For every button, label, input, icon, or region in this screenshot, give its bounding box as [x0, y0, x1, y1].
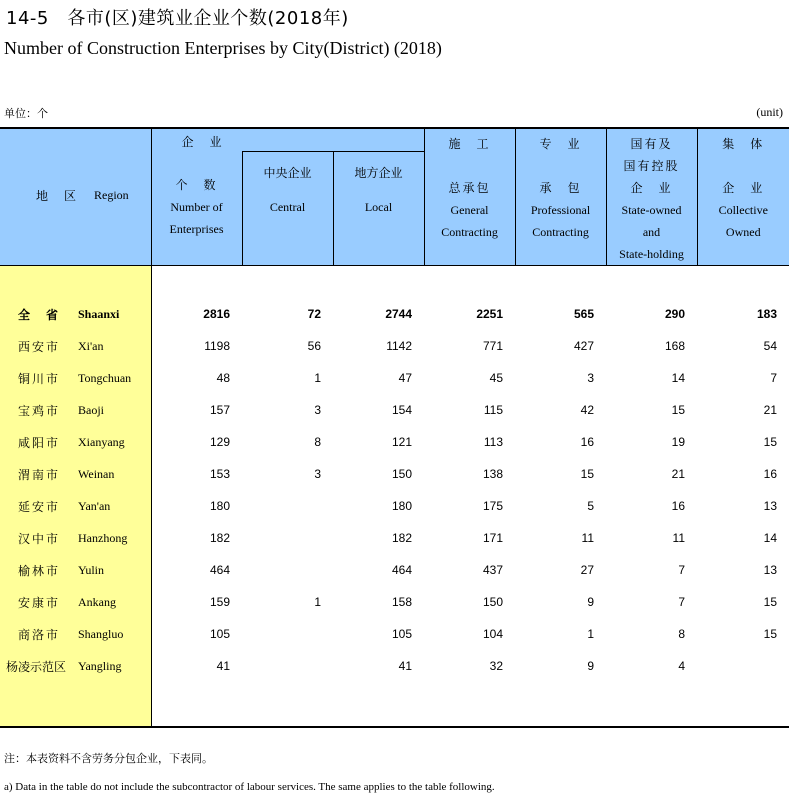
prof-top-zh: 专 业 — [539, 137, 582, 151]
collective-header — [697, 128, 789, 266]
cell-coll: 13 — [763, 499, 778, 513]
cell-central — [242, 650, 333, 682]
table-row — [0, 618, 789, 650]
state-zh3: 企 业 — [630, 181, 673, 195]
region-cell — [0, 458, 151, 490]
cell-coll: 13 — [763, 563, 778, 577]
general-en2: Contracting — [441, 225, 498, 239]
cell-general: 115 — [483, 403, 504, 417]
cell-total: 157 — [209, 403, 230, 417]
cell-local: 2744 — [385, 307, 413, 321]
cell-total: 182 — [209, 531, 230, 545]
table-row — [0, 426, 789, 458]
cell-prof: 11 — [581, 531, 595, 545]
enterprise-table — [0, 127, 789, 728]
cell-total: 464 — [209, 563, 230, 577]
region-name-en: Xianyang — [78, 434, 125, 449]
cell-total: 129 — [209, 435, 230, 449]
cell-prof: 5 — [587, 499, 595, 513]
region-cell — [0, 330, 151, 362]
region-cell — [0, 586, 151, 618]
cell-coll — [697, 650, 789, 682]
region-name-zh: 西安市 — [18, 339, 61, 354]
cell-local: 1142 — [386, 339, 413, 353]
prof-header — [515, 128, 606, 266]
cell-local: 464 — [391, 563, 413, 577]
cell-total: 180 — [209, 499, 230, 513]
cell-coll: 14 — [763, 531, 778, 545]
region-name-zh: 全 省 — [18, 307, 61, 322]
cell-general: 771 — [482, 339, 504, 353]
region-name-zh: 安康市 — [18, 595, 61, 610]
cell-coll: 15 — [763, 435, 778, 449]
note-en: a) Data in the table do not include the subcontractor of labour services. The same applies to the table following. — [4, 781, 495, 793]
region-name-en: Shangluo — [78, 626, 124, 641]
table-bottom-rule — [0, 682, 789, 727]
cell-total: 2816 — [203, 307, 230, 321]
region-cell — [0, 522, 151, 554]
coll-en2: Owned — [725, 225, 761, 239]
cell-prof: 9 — [587, 595, 595, 609]
cell-total: 1198 — [204, 339, 230, 353]
region-cell — [0, 490, 151, 522]
cell-state: 8 — [678, 627, 686, 641]
cell-general: 113 — [483, 435, 504, 449]
cell-central: 1 — [314, 371, 321, 385]
region-name-en: Yulin — [78, 562, 105, 577]
count-en2: Enterprises — [169, 221, 224, 236]
general-en1: General — [450, 203, 489, 217]
cell-total: 41 — [216, 659, 230, 673]
cell-prof: 427 — [573, 339, 595, 353]
cell-local: 121 — [391, 435, 413, 449]
local-header — [333, 152, 424, 266]
cell-local: 150 — [391, 467, 413, 481]
cell-coll: 7 — [770, 371, 778, 385]
region-header-zh: 地 区 — [35, 188, 78, 203]
region-name-en: Hanzhong — [78, 530, 128, 545]
central-zh: 中央企业 — [263, 166, 312, 180]
region-name-en: Xi'an — [78, 338, 104, 353]
cell-prof: 565 — [573, 307, 595, 321]
cell-state: 21 — [671, 467, 686, 481]
region-name-zh: 宝鸡市 — [18, 403, 61, 418]
region-cell — [0, 362, 151, 394]
region-name-en: Shaanxi — [78, 306, 120, 321]
state-header — [606, 128, 697, 266]
cell-coll: 15 — [763, 595, 778, 609]
region-name-en: Tongchuan — [78, 370, 132, 385]
state-zh2: 国有控股 — [623, 159, 680, 173]
table-row — [0, 586, 789, 618]
region-name-en: Weinan — [78, 466, 115, 481]
cell-local: 105 — [391, 627, 413, 641]
count-en1: Number of — [170, 199, 223, 214]
cell-central: 3 — [314, 403, 321, 417]
table-row — [0, 330, 789, 362]
region-name-zh: 商洛市 — [18, 627, 61, 642]
cell-total: 159 — [209, 595, 230, 609]
table-row — [0, 522, 789, 554]
count-zh: 个 数 — [175, 177, 218, 192]
cell-coll: 183 — [756, 307, 778, 321]
cell-local: 182 — [391, 531, 413, 545]
state-en2: and — [642, 225, 661, 239]
cell-state: 168 — [664, 339, 686, 353]
cell-general: 104 — [482, 627, 504, 641]
table-row — [0, 650, 789, 682]
count-header — [151, 152, 242, 266]
general-top-zh: 施 工 — [448, 137, 491, 151]
region-name-zh: 汉中市 — [18, 531, 61, 546]
cell-local: 180 — [391, 499, 413, 513]
state-en3: State-holding — [619, 247, 684, 261]
cell-coll: 15 — [763, 627, 778, 641]
region-name-en: Yan'an — [78, 498, 111, 513]
cell-total: 105 — [209, 627, 230, 641]
cell-general: 2251 — [476, 307, 504, 321]
region-name-zh: 铜川市 — [18, 371, 61, 386]
enterprise-group-zh: 企 业 — [181, 135, 224, 149]
central-header — [242, 152, 333, 266]
cell-state: 7 — [678, 595, 686, 609]
coll-zh1: 集 体 — [722, 137, 765, 151]
cell-coll: 16 — [763, 467, 778, 481]
cell-central: 56 — [307, 339, 321, 353]
note-zh: 注：本表资料不含劳务分包企业，下表同。 — [4, 752, 213, 765]
cell-central — [242, 522, 333, 554]
cell-state: 14 — [671, 371, 686, 385]
enterprise-group-header — [151, 128, 424, 152]
cell-total: 153 — [209, 467, 230, 481]
cell-central: 8 — [314, 435, 321, 449]
central-en: Central — [269, 200, 306, 214]
cell-prof: 3 — [587, 371, 595, 385]
region-name-zh: 杨凌示范区 — [6, 659, 67, 674]
prof-en1: Professional — [530, 203, 591, 217]
cell-state: 19 — [671, 435, 686, 449]
cell-local: 41 — [398, 659, 413, 673]
table-row-total — [0, 298, 789, 330]
region-cell — [0, 426, 151, 458]
local-en: Local — [364, 200, 393, 214]
region-cell — [0, 298, 151, 330]
region-name-en: Ankang — [78, 594, 116, 609]
state-zh1: 国有及 — [630, 137, 673, 151]
cell-prof: 42 — [580, 403, 595, 417]
region-cell — [0, 554, 151, 586]
region-name-en: Yangling — [78, 658, 122, 673]
cell-state: 15 — [671, 403, 686, 417]
prof-en2: Contracting — [532, 225, 589, 239]
cell-general: 171 — [482, 531, 504, 545]
region-header — [0, 128, 151, 266]
cell-central — [242, 554, 333, 586]
table-row — [0, 394, 789, 426]
cell-state: 11 — [672, 531, 686, 545]
cell-central: 72 — [307, 307, 321, 321]
cell-prof: 15 — [580, 467, 595, 481]
coll-zh2: 企 业 — [722, 181, 765, 195]
table-row — [0, 554, 789, 586]
cell-local: 158 — [391, 595, 413, 609]
page-title-zh: 14-5 各市(区)建筑业企业个数(2018年) — [6, 8, 349, 29]
cell-state: 4 — [678, 659, 686, 673]
region-name-en: Baoji — [78, 402, 104, 417]
table-body — [0, 266, 789, 728]
cell-general: 138 — [482, 467, 504, 481]
cell-central — [242, 618, 333, 650]
general-header — [424, 128, 515, 266]
cell-central: 3 — [314, 467, 321, 481]
cell-general: 45 — [489, 371, 504, 385]
prof-zh: 承 包 — [539, 181, 582, 195]
local-zh: 地方企业 — [354, 166, 403, 180]
cell-prof: 27 — [580, 563, 595, 577]
cell-central: 1 — [314, 595, 321, 609]
general-zh: 总承包 — [448, 181, 491, 195]
region-name-zh: 榆林市 — [18, 563, 61, 578]
cell-state: 16 — [671, 499, 686, 513]
coll-en1: Collective — [718, 203, 768, 217]
region-cell — [0, 618, 151, 650]
cell-state: 290 — [664, 307, 686, 321]
cell-prof: 1 — [587, 627, 595, 641]
table-row — [0, 362, 789, 394]
cell-local: 154 — [391, 403, 413, 417]
region-name-zh: 延安市 — [18, 499, 61, 514]
cell-central — [242, 490, 333, 522]
cell-prof: 16 — [580, 435, 595, 449]
cell-prof: 9 — [587, 659, 595, 673]
cell-local: 47 — [398, 371, 413, 385]
cell-general: 32 — [489, 659, 504, 673]
cell-state: 7 — [678, 563, 686, 577]
unit-label-zh: 单位：个 — [4, 107, 48, 120]
unit-label-en: (unit) — [756, 105, 783, 119]
cell-coll: 54 — [763, 339, 778, 353]
state-en1: State-owned — [621, 203, 682, 217]
cell-general: 150 — [482, 595, 504, 609]
region-header-en: Region — [94, 187, 129, 202]
cell-coll: 21 — [763, 403, 778, 417]
cell-general: 175 — [482, 499, 504, 513]
region-name-zh: 渭南市 — [18, 467, 61, 482]
table-row — [0, 458, 789, 490]
region-name-zh: 咸阳市 — [18, 435, 61, 450]
region-cell — [0, 394, 151, 426]
table-row — [0, 490, 789, 522]
page-title-en: Number of Construction Enterprises by City(District) (2018) — [4, 38, 442, 58]
region-cell — [0, 650, 151, 682]
cell-general: 437 — [482, 563, 504, 577]
cell-total: 48 — [216, 371, 230, 385]
